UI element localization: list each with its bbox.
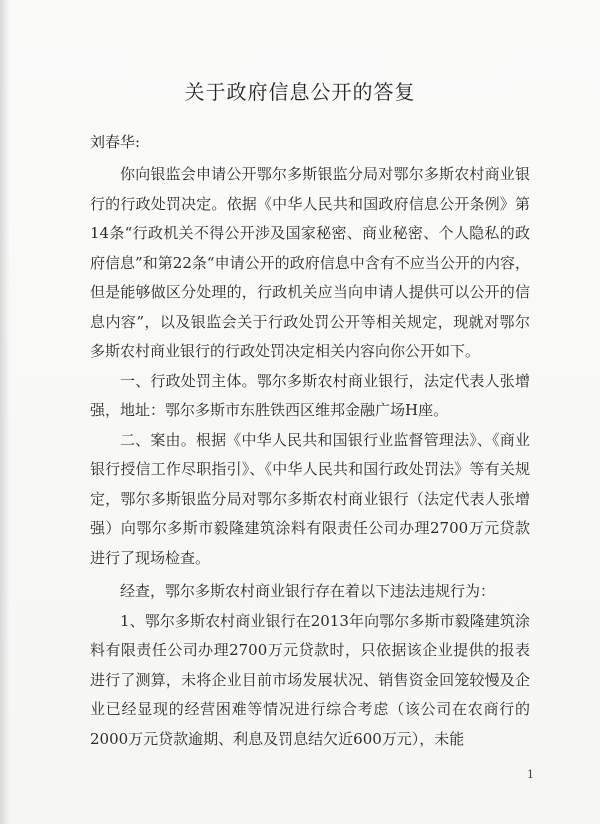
page-number: 1 bbox=[527, 768, 534, 781]
paragraph-subject: 一、行政处罚主体。鄂尔多斯农村商业银行，法定代表人张增强，地址：鄂尔多斯市东胜铁西区维邦金融广场H座。 bbox=[90, 371, 530, 419]
document-title: 关于政府信息公开的答复 bbox=[184, 80, 416, 104]
paragraph-finding-1: 1、鄂尔多斯农村商业银行在2013年向鄂尔多斯市毅隆建筑涂料有限责任公司办理2700万元贷款时，只依据该企业提供的报表进行了测算，未将企业目前市场发展状况、销售资金回笼较慢及企业已经显现的经营困难等情况进行综合考虑（该公司在农商行的2000万元贷款逾期、利息及罚息结欠近600万元），未能 bbox=[90, 611, 530, 748]
paragraph-findings-intro: 经查，鄂尔多斯农村商业银行存在着以下违法违规行为： bbox=[120, 582, 496, 600]
paragraph-intro: 你向银监会申请公开鄂尔多斯银监分局对鄂尔多斯农村商业银行的行政处罚决定。依据《中华人民共和国政府信息公开条例》第14条“行政机关不得公开涉及国家秘密、商业秘密、个人隐私的政府信息”和第22条“申请公开的政府信息中含有不应当公开的内容，但是能够做区分处理的，行政机关应当向申请人提供可以公开的信息内容”，以及银监会关于行政处罚公开等相关规定，现就对鄂尔多斯农村商业银行的行政处罚决定相关内容向你公开如下。 bbox=[90, 165, 530, 360]
salutation: 刘春华: bbox=[90, 133, 141, 151]
document-body bbox=[90, 160, 530, 754]
paragraph-case: 二、案由。根据《中华人民共和国银行业监督管理法》、《商业银行授信工作尽职指引》、《中华人民共和国行政处罚法》等有关规定，鄂尔多斯银监分局对鄂尔多斯农村商业银行（法定代表人张增强）向鄂尔多斯市毅隆建筑涂料有限责任公司办理2700万元贷款进行了现场检查。 bbox=[90, 430, 530, 567]
